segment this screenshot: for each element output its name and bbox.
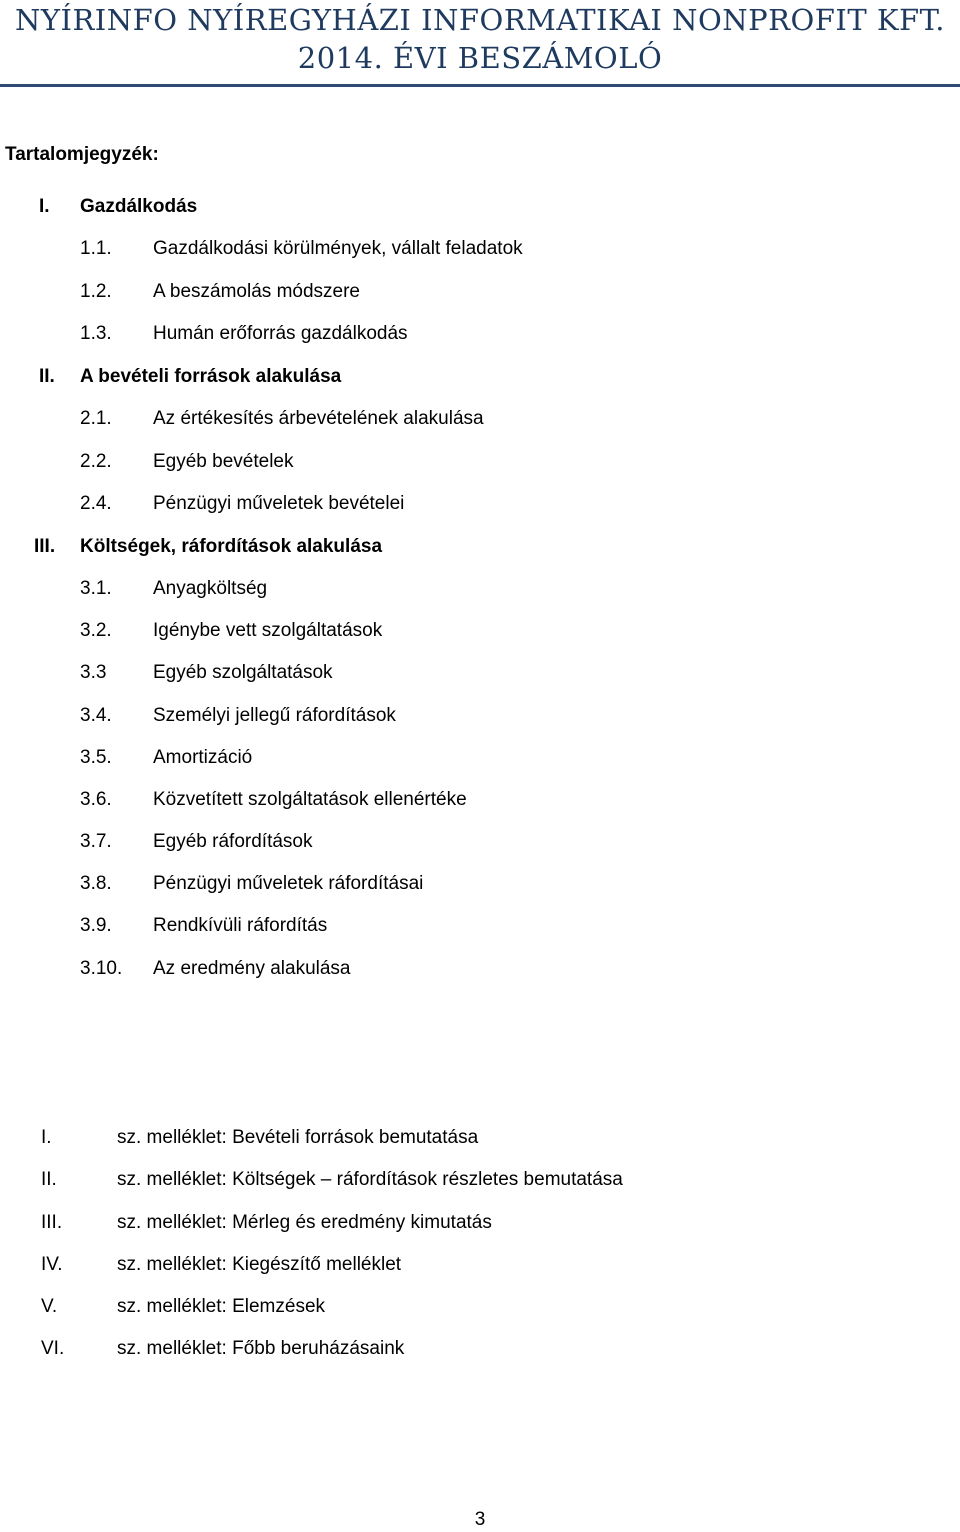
toc-chapter-label: Gazdálkodás bbox=[80, 196, 198, 217]
annex-number: VI. bbox=[41, 1338, 65, 1359]
toc-item-label: Egyéb ráfordítások bbox=[153, 831, 313, 852]
toc-item-label: Az eredmény alakulása bbox=[153, 958, 351, 979]
toc-item-label: Igénybe vett szolgáltatások bbox=[153, 620, 383, 641]
toc-chapter-label: Költségek, ráfordítások alakulása bbox=[80, 536, 383, 557]
header-divider bbox=[0, 84, 960, 87]
annex-label: sz. melléklet: Költségek – ráfordítások részletes bemutatása bbox=[117, 1169, 623, 1190]
annex-label: sz. melléklet: Elemzések bbox=[117, 1296, 326, 1317]
annex-label: sz. melléklet: Főbb beruházásaink bbox=[117, 1338, 405, 1359]
header-report-title: 2014. ÉVI BESZÁMOLÓ bbox=[297, 41, 663, 75]
page-number: 3 bbox=[474, 1509, 486, 1530]
annex-number: III. bbox=[41, 1212, 63, 1233]
toc-item-label: Az értékesítés árbevételének alakulása bbox=[153, 408, 484, 429]
toc-item-number: 2.1. bbox=[80, 408, 112, 429]
toc-item-label: Egyéb bevételek bbox=[153, 451, 294, 472]
toc-item-number: 3.2. bbox=[80, 620, 112, 641]
toc-item-label: Személyi jellegű ráfordítások bbox=[153, 705, 396, 726]
toc-item-number: 3.6. bbox=[80, 789, 112, 810]
toc-item-number: 2.2. bbox=[80, 451, 112, 472]
toc-item-label: Gazdálkodási körülmények, vállalt feladatok bbox=[153, 238, 523, 259]
toc-item-label: Amortizáció bbox=[153, 747, 253, 768]
annex-number: I. bbox=[41, 1127, 52, 1148]
header-company-name: NYÍRINFO NYÍREGYHÁZI INFORMATIKAI NONPROFIT KFT. bbox=[15, 3, 945, 37]
annex-number: V. bbox=[41, 1296, 58, 1317]
page-header bbox=[0, 0, 960, 90]
toc-item-label: Közvetített szolgáltatások ellenértéke bbox=[153, 789, 467, 810]
annex-label: sz. melléklet: Bevételi források bemutatása bbox=[117, 1127, 479, 1148]
toc-item-label: A beszámolás módszere bbox=[153, 281, 360, 302]
toc-item-label: Pénzügyi műveletek ráfordításai bbox=[153, 873, 424, 894]
toc-chapter-number: III. bbox=[34, 536, 56, 557]
annex-label: sz. melléklet: Kiegészítő melléklet bbox=[117, 1254, 402, 1275]
annex-number: IV. bbox=[41, 1254, 63, 1275]
toc-item-number: 3.5. bbox=[80, 747, 112, 768]
toc-chapter-number: I. bbox=[39, 196, 50, 217]
toc-item-number: 3.1. bbox=[80, 578, 112, 599]
toc-chapter-label: A bevételi források alakulása bbox=[80, 366, 342, 387]
toc-item-number: 3.9. bbox=[80, 915, 112, 936]
annex-label: sz. melléklet: Mérleg és eredmény kimutatás bbox=[117, 1212, 492, 1233]
toc-item-number: 1.2. bbox=[80, 281, 112, 302]
toc-item-number: 1.1. bbox=[80, 238, 112, 259]
toc-item-label: Egyéb szolgáltatások bbox=[153, 662, 333, 683]
toc-item-number: 3.4. bbox=[80, 705, 112, 726]
toc-item-number: 3.8. bbox=[80, 873, 112, 894]
toc-item-label: Pénzügyi műveletek bevételei bbox=[153, 493, 405, 514]
toc-item-number: 1.3. bbox=[80, 323, 112, 344]
annex-number: II. bbox=[41, 1169, 57, 1190]
toc-item-number: 3.3 bbox=[80, 662, 107, 683]
toc-item-number: 2.4. bbox=[80, 493, 112, 514]
toc-title: Tartalomjegyzék: bbox=[5, 144, 159, 165]
toc-item-number: 3.7. bbox=[80, 831, 112, 852]
toc-item-label: Rendkívüli ráfordítás bbox=[153, 915, 328, 936]
toc-item-label: Anyagköltség bbox=[153, 578, 268, 599]
toc-item-number: 3.10. bbox=[80, 958, 123, 979]
toc-item-label: Humán erőforrás gazdálkodás bbox=[153, 323, 408, 344]
toc-chapter-number: II. bbox=[39, 366, 55, 387]
